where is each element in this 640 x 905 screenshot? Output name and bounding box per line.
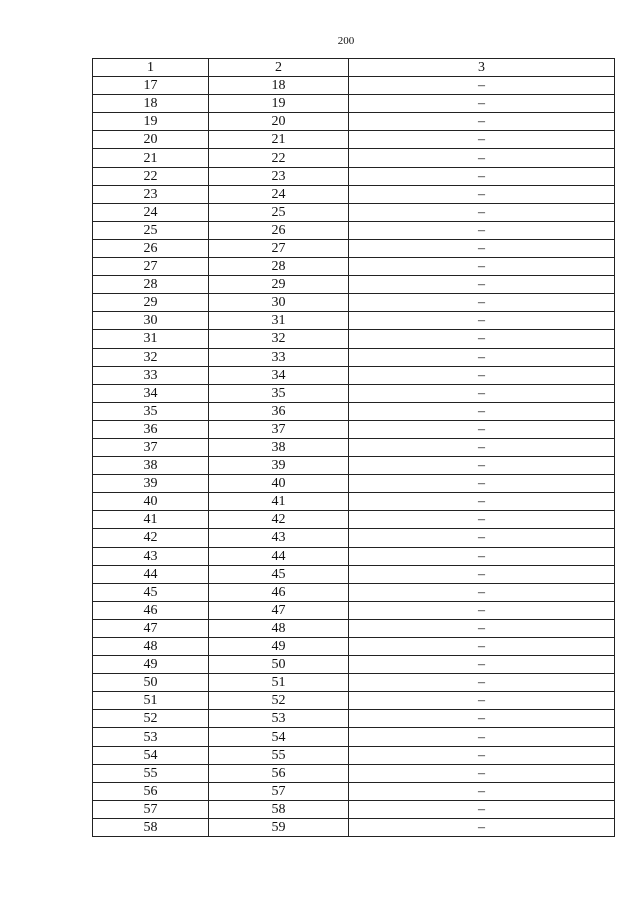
table-cell-col-1: 17 xyxy=(93,77,209,95)
table-cell-col-3: – xyxy=(349,185,615,203)
table-cell-col-1: 47 xyxy=(93,619,209,637)
table-row xyxy=(93,674,615,692)
table-cell-col-3: – xyxy=(349,131,615,149)
table-row xyxy=(93,258,615,276)
table-cell-col-3: – xyxy=(349,619,615,637)
table-cell-col-1: 57 xyxy=(93,800,209,818)
table-cell-col-2: 37 xyxy=(209,420,349,438)
table-row xyxy=(93,348,615,366)
column-header-2: 2 xyxy=(209,59,349,77)
table-row xyxy=(93,746,615,764)
table-row xyxy=(93,619,615,637)
table-cell-col-1: 33 xyxy=(93,366,209,384)
table-cell-col-1: 41 xyxy=(93,511,209,529)
table-cell-col-1: 32 xyxy=(93,348,209,366)
table-row xyxy=(93,420,615,438)
table-row xyxy=(93,438,615,456)
data-table xyxy=(92,58,615,837)
column-header-1: 1 xyxy=(93,59,209,77)
table-cell-col-1: 48 xyxy=(93,638,209,656)
table-cell-col-3: – xyxy=(349,239,615,257)
table-cell-col-3: – xyxy=(349,402,615,420)
table-cell-col-2: 26 xyxy=(209,221,349,239)
table-cell-col-1: 42 xyxy=(93,529,209,547)
table-cell-col-1: 21 xyxy=(93,149,209,167)
column-header-3: 3 xyxy=(349,59,615,77)
table-cell-col-3: – xyxy=(349,493,615,511)
table-cell-col-1: 52 xyxy=(93,710,209,728)
table-row xyxy=(93,221,615,239)
table-cell-col-3: – xyxy=(349,95,615,113)
table-cell-col-3: – xyxy=(349,258,615,276)
table-cell-col-1: 29 xyxy=(93,294,209,312)
table-cell-col-3: – xyxy=(349,583,615,601)
table-cell-col-3: – xyxy=(349,638,615,656)
table-cell-col-3: – xyxy=(349,565,615,583)
table-cell-col-2: 23 xyxy=(209,167,349,185)
table-row xyxy=(93,710,615,728)
table-cell-col-1: 30 xyxy=(93,312,209,330)
table-cell-col-3: – xyxy=(349,348,615,366)
table-cell-col-1: 31 xyxy=(93,330,209,348)
table-row xyxy=(93,167,615,185)
table-cell-col-3: – xyxy=(349,746,615,764)
table-cell-col-2: 43 xyxy=(209,529,349,547)
table-cell-col-3: – xyxy=(349,547,615,565)
table-row xyxy=(93,384,615,402)
table-cell-col-2: 57 xyxy=(209,782,349,800)
table-row xyxy=(93,764,615,782)
table-cell-col-1: 55 xyxy=(93,764,209,782)
table-cell-col-1: 36 xyxy=(93,420,209,438)
table-cell-col-2: 55 xyxy=(209,746,349,764)
table-row xyxy=(93,583,615,601)
table-cell-col-2: 52 xyxy=(209,692,349,710)
table-cell-col-2: 48 xyxy=(209,619,349,637)
table-cell-col-2: 46 xyxy=(209,583,349,601)
table-cell-col-1: 27 xyxy=(93,258,209,276)
table-cell-col-2: 49 xyxy=(209,638,349,656)
table-cell-col-2: 58 xyxy=(209,800,349,818)
table-cell-col-1: 18 xyxy=(93,95,209,113)
table-row xyxy=(93,294,615,312)
table-row xyxy=(93,366,615,384)
table-row xyxy=(93,402,615,420)
table-body xyxy=(93,77,615,837)
table-cell-col-3: – xyxy=(349,800,615,818)
table-row xyxy=(93,149,615,167)
table-cell-col-3: – xyxy=(349,113,615,131)
table-cell-col-2: 45 xyxy=(209,565,349,583)
table-cell-col-2: 24 xyxy=(209,185,349,203)
table-cell-col-2: 42 xyxy=(209,511,349,529)
table-cell-col-2: 36 xyxy=(209,402,349,420)
table-cell-col-1: 53 xyxy=(93,728,209,746)
table-cell-col-2: 21 xyxy=(209,131,349,149)
table-cell-col-1: 43 xyxy=(93,547,209,565)
table-cell-col-3: – xyxy=(349,782,615,800)
table-cell-col-2: 50 xyxy=(209,656,349,674)
table-cell-col-3: – xyxy=(349,764,615,782)
table-cell-col-3: – xyxy=(349,221,615,239)
table-cell-col-2: 51 xyxy=(209,674,349,692)
table-cell-col-1: 25 xyxy=(93,221,209,239)
table-row xyxy=(93,77,615,95)
table-cell-col-2: 47 xyxy=(209,601,349,619)
table-cell-col-1: 28 xyxy=(93,276,209,294)
table-cell-col-2: 41 xyxy=(209,493,349,511)
table-cell-col-3: – xyxy=(349,312,615,330)
table-row xyxy=(93,239,615,257)
table-cell-col-2: 54 xyxy=(209,728,349,746)
table-row xyxy=(93,638,615,656)
table-cell-col-3: – xyxy=(349,149,615,167)
table-row xyxy=(93,457,615,475)
table-cell-col-3: – xyxy=(349,276,615,294)
table-cell-col-2: 29 xyxy=(209,276,349,294)
table-cell-col-2: 39 xyxy=(209,457,349,475)
table-cell-col-2: 32 xyxy=(209,330,349,348)
table-cell-col-2: 19 xyxy=(209,95,349,113)
table-row xyxy=(93,656,615,674)
table-cell-col-3: – xyxy=(349,457,615,475)
table-cell-col-2: 59 xyxy=(209,818,349,836)
table-cell-col-3: – xyxy=(349,384,615,402)
table-cell-col-3: – xyxy=(349,330,615,348)
table-cell-col-3: – xyxy=(349,601,615,619)
table-cell-col-2: 28 xyxy=(209,258,349,276)
table-cell-col-2: 20 xyxy=(209,113,349,131)
table-row xyxy=(93,565,615,583)
table-header-row xyxy=(93,59,615,77)
table-row xyxy=(93,511,615,529)
table-cell-col-2: 34 xyxy=(209,366,349,384)
table-cell-col-1: 58 xyxy=(93,818,209,836)
table-cell-col-1: 50 xyxy=(93,674,209,692)
table-cell-col-1: 34 xyxy=(93,384,209,402)
table-cell-col-1: 37 xyxy=(93,438,209,456)
table-row xyxy=(93,800,615,818)
table-cell-col-3: – xyxy=(349,728,615,746)
table-cell-col-1: 44 xyxy=(93,565,209,583)
table-cell-col-1: 49 xyxy=(93,656,209,674)
table-cell-col-3: – xyxy=(349,656,615,674)
table-cell-col-2: 44 xyxy=(209,547,349,565)
table-cell-col-3: – xyxy=(349,674,615,692)
table-row xyxy=(93,692,615,710)
table-cell-col-1: 45 xyxy=(93,583,209,601)
table-cell-col-2: 31 xyxy=(209,312,349,330)
table-cell-col-2: 35 xyxy=(209,384,349,402)
table-cell-col-1: 23 xyxy=(93,185,209,203)
table-cell-col-1: 40 xyxy=(93,493,209,511)
table-cell-col-3: – xyxy=(349,366,615,384)
table-cell-col-1: 39 xyxy=(93,475,209,493)
table-cell-col-3: – xyxy=(349,818,615,836)
table-cell-col-1: 54 xyxy=(93,746,209,764)
table-cell-col-1: 51 xyxy=(93,692,209,710)
table-cell-col-1: 56 xyxy=(93,782,209,800)
table-cell-col-1: 26 xyxy=(93,239,209,257)
table-row xyxy=(93,475,615,493)
table-cell-col-2: 33 xyxy=(209,348,349,366)
table-cell-col-1: 20 xyxy=(93,131,209,149)
table-cell-col-1: 24 xyxy=(93,203,209,221)
table-cell-col-3: – xyxy=(349,710,615,728)
table-cell-col-2: 27 xyxy=(209,239,349,257)
table-row xyxy=(93,529,615,547)
table-row xyxy=(93,203,615,221)
page-number: 200 xyxy=(337,35,355,47)
table-cell-col-2: 53 xyxy=(209,710,349,728)
table-cell-col-3: – xyxy=(349,420,615,438)
table-cell-col-3: – xyxy=(349,294,615,312)
table-cell-col-1: 22 xyxy=(93,167,209,185)
table-row xyxy=(93,312,615,330)
table-row xyxy=(93,276,615,294)
table-cell-col-2: 40 xyxy=(209,475,349,493)
table-row xyxy=(93,547,615,565)
table-row xyxy=(93,728,615,746)
table-cell-col-3: – xyxy=(349,77,615,95)
table-cell-col-2: 30 xyxy=(209,294,349,312)
table-cell-col-3: – xyxy=(349,692,615,710)
table-cell-col-1: 38 xyxy=(93,457,209,475)
table-row xyxy=(93,493,615,511)
table-cell-col-3: – xyxy=(349,475,615,493)
table-cell-col-3: – xyxy=(349,511,615,529)
table-cell-col-1: 46 xyxy=(93,601,209,619)
table-cell-col-2: 18 xyxy=(209,77,349,95)
table-cell-col-3: – xyxy=(349,529,615,547)
table-cell-col-1: 19 xyxy=(93,113,209,131)
table-row xyxy=(93,601,615,619)
table-cell-col-2: 56 xyxy=(209,764,349,782)
table-row xyxy=(93,95,615,113)
table-cell-col-2: 22 xyxy=(209,149,349,167)
table-row xyxy=(93,113,615,131)
table-header xyxy=(93,59,615,77)
table-row xyxy=(93,818,615,836)
table-row xyxy=(93,782,615,800)
table-cell-col-2: 25 xyxy=(209,203,349,221)
table-row xyxy=(93,330,615,348)
table-row xyxy=(93,185,615,203)
table-cell-col-2: 38 xyxy=(209,438,349,456)
table-cell-col-1: 35 xyxy=(93,402,209,420)
table-cell-col-3: – xyxy=(349,203,615,221)
table-cell-col-3: – xyxy=(349,167,615,185)
table-row xyxy=(93,131,615,149)
table-cell-col-3: – xyxy=(349,438,615,456)
